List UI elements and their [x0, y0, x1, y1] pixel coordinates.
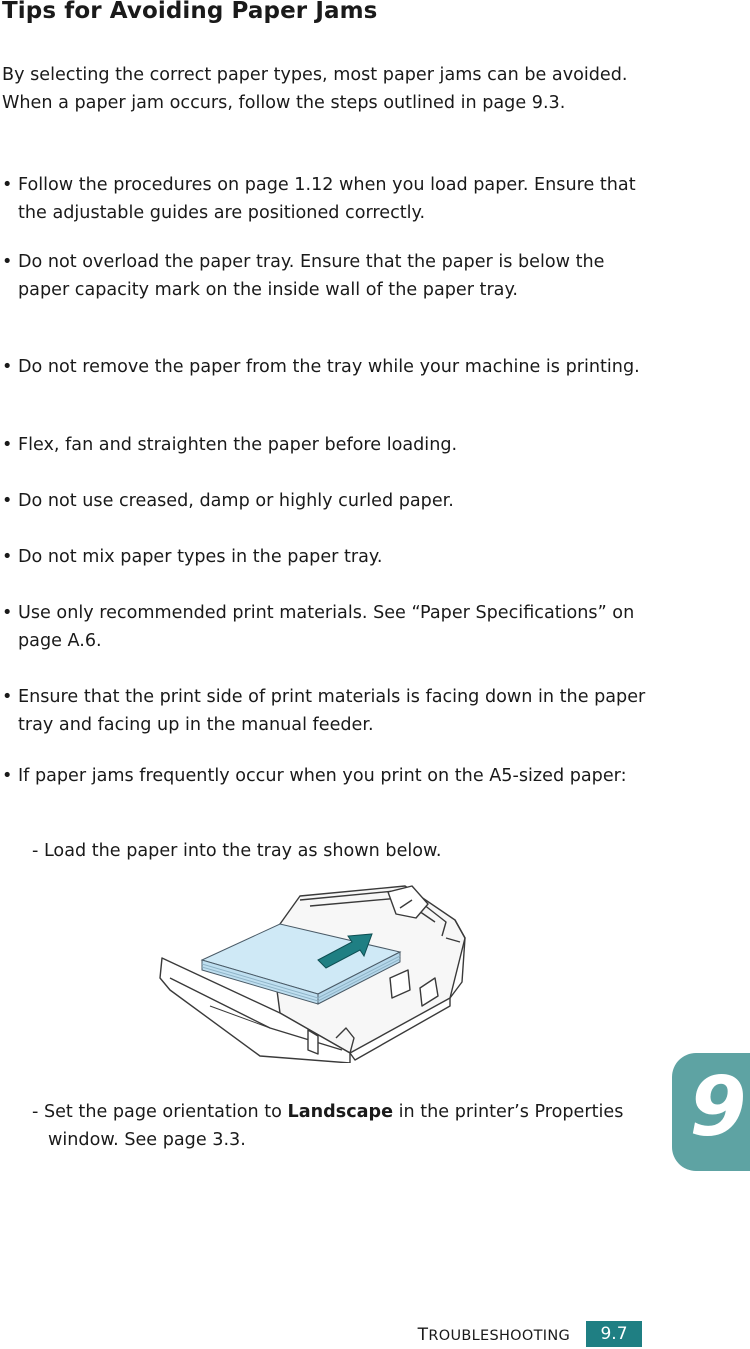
sub-step-load-paper: - Load the paper into the tray as shown below.	[32, 841, 442, 861]
bullet-follow-procedures: • Follow the procedures on page 1.12 when you load paper. Ensure that the adjustable guides are positioned correctly.	[2, 175, 636, 223]
bullet-do-not-remove: • Do not remove the paper from the tray while your machine is printing.	[2, 357, 640, 377]
bullet-recommended-materials: • Use only recommended print materials. See “Paper Specifications” on page A.6.	[2, 603, 635, 651]
bullet-no-creased: • Do not use creased, damp or highly curled paper.	[2, 491, 454, 511]
bullet-a5-jams: • If paper jams frequently occur when you print on the A5-sized paper:	[2, 766, 627, 786]
footer-initial: T	[417, 1325, 429, 1345]
chapter-number: 9	[689, 1060, 747, 1155]
bullet-no-mix: • Do not mix paper types in the paper tray.	[2, 547, 383, 567]
sub-step-set-orientation	[32, 1098, 648, 1154]
footer-section-label	[418, 1325, 570, 1345]
orientation-text-after: in the printer’s Properties window. See page 3.3.	[48, 1102, 624, 1150]
page-number-badge: 9.7	[586, 1321, 642, 1347]
bullet-print-side: • Ensure that the print side of print materials is facing down in the paper tray and facing up in the manual feeder.	[2, 687, 646, 735]
footer-rest: ROUBLESHOOTING	[428, 1328, 570, 1344]
bullet-do-not-overload: • Do not overload the paper tray. Ensure that the paper is below the paper capacity mark on the inside wall of the paper tray.	[2, 252, 605, 300]
paper-tray-illustration	[150, 878, 470, 1063]
intro-paragraph: By selecting the correct paper types, most paper jams can be avoided. When a paper jam occurs, follow the steps outlined in page 9.3.	[2, 65, 628, 113]
orientation-landscape-bold: Landscape	[287, 1102, 394, 1122]
bullet-flex-fan: • Flex, fan and straighten the paper before loading.	[2, 435, 458, 455]
page-title: Tips for Avoiding Paper Jams	[2, 0, 378, 24]
orientation-text-before: - Set the page orientation to	[32, 1102, 288, 1122]
